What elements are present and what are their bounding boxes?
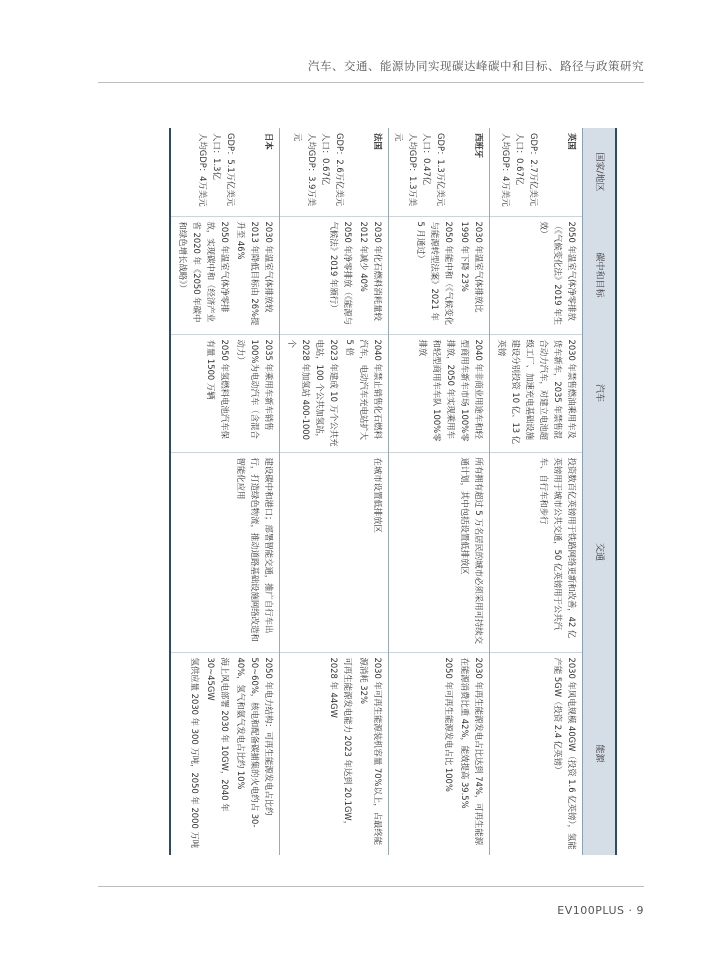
country-gdp-per-capita: 人均GDP：3.9万美元 (293, 133, 317, 207)
energy-cell (389, 652, 490, 855)
energy-cell (280, 652, 389, 855)
auto-cell (490, 334, 583, 452)
goal-cell (389, 216, 490, 334)
table-container (148, 128, 617, 855)
country-cell (389, 128, 490, 216)
country-gdp-per-capita: 人均GDP：4万美元 (198, 133, 208, 207)
country-cell (170, 128, 280, 216)
energy-text: 可再生能源发电能力 2023 年达到 20.1GW，2028 年 44GW (329, 657, 353, 830)
goal-text: 2030 年温室气体排放较 2013 年降低目标由 26%提升至 46% (236, 221, 274, 326)
transport-cell (170, 452, 280, 652)
auto-text: 2030 年禁售燃油乘用车及货车新车，2035 年禁售混合动力汽车，对建立电池超级工厂、加速充电基础设施建设分别投资 10 亿、13 亿英镑 (497, 339, 577, 445)
goal-text: 2050 年温室气体净零排放（《气候变化法》2019 年生效） (539, 221, 577, 326)
goal-text: 2030 年温室气体排放比 1990 年下降 23% (460, 221, 484, 313)
transport-cell (490, 452, 583, 652)
goal-text: 2050 年能中和（《气候变化与能源转型法案》2021 年 5 月通过） (416, 221, 454, 326)
report-title: 汽车、交通、能源协同实现碳达峰碳中和目标、路径与政策研究 (308, 59, 644, 73)
transport-cell (280, 452, 389, 652)
table-header-row (583, 128, 617, 855)
goal-text: 2030 年化石燃料消耗量较 2012 年减少 40% (359, 221, 383, 321)
goal-cell (170, 216, 280, 334)
country-gdp-per-capita: 人均GDP：4万美元 (501, 133, 511, 207)
country-gdp: GDP：5.1万亿美元 (226, 133, 236, 207)
country-name: 英国 (567, 133, 577, 150)
country-cell (280, 128, 389, 216)
page-number: EV100PLUS · 9 (557, 904, 644, 917)
energy-cell (490, 652, 583, 855)
country-gdp: GDP：2.7万亿美元 (529, 133, 539, 207)
country-population: 人口：1.3亿 (212, 133, 222, 180)
goal-cell (280, 216, 389, 334)
col-header-auto: 汽车 (583, 334, 617, 452)
energy-text: 2030 年再生能源发电占比达到 74%，可再生能源在能源消费比重 42%，能效提高 39.5% (460, 657, 484, 846)
transport-text: 投资数百亿英镑用于铁路网络更新和改善，42 亿英镑用于城市公共交通，50 亿英镑用于公共汽车、自行车和步行 (539, 457, 577, 639)
auto-cell (170, 334, 280, 452)
country-gdp: GDP：2.6万亿美元 (335, 133, 345, 207)
country-name: 西班牙 (474, 133, 484, 159)
table-row (389, 128, 490, 855)
energy-text: 海上风电部署 2030 年 10GW，2040 年 30~45GW (206, 657, 230, 812)
auto-cell (280, 334, 389, 452)
col-header-goal: 碳中和目标 (583, 216, 617, 334)
auto-text: 2050 年氢燃料电池汽车保有量 1500 万辆 (206, 339, 230, 439)
energy-cell (170, 652, 280, 855)
energy-text: 2030 年可再生能源装机容量 70%以上，占最终能源消耗 32% (359, 657, 383, 846)
auto-text: 2040 年禁止销售化石燃料汽车，电动汽车充电站扩大 5 倍 (345, 339, 383, 440)
goal-cell (490, 216, 583, 334)
energy-text: 2050 年可再生能源发电占比 100% (444, 657, 454, 792)
auto-text: 2035 年乘用车新车销售 100%为电动汽车（含混合动力） (236, 339, 274, 439)
country-gdp: GDP：1.3万亿美元 (436, 133, 446, 207)
energy-text: 氢供应量 2030 年 300 万吨，2050 年 2000 万吨 (190, 657, 200, 849)
auto-cell (389, 334, 490, 452)
country-name: 日本 (264, 133, 274, 150)
col-header-energy: 能源 (583, 652, 617, 855)
col-header-transport: 交通 (583, 452, 617, 652)
country-population: 人口：0.67亿 (515, 133, 525, 186)
footer-divider (98, 886, 644, 887)
table-row (490, 128, 583, 855)
country-name: 法国 (373, 133, 383, 150)
transport-cell (389, 452, 490, 652)
transport-text: 在城市设置低排放区 (373, 457, 383, 533)
page-header (0, 52, 710, 80)
policy-table (169, 128, 617, 855)
goal-text: 2050 年净零排放（《能源与气候法》2019 年颁行） (329, 221, 353, 326)
country-population: 人口：0.67亿 (321, 133, 331, 186)
country-population: 人口：0.47亿 (422, 133, 432, 186)
energy-text: 2050 年电力结构：可再生能源发电占比约 50~60%，核电和配备碳捕集的火电约占 30-40%，氢气和氨气发电占比约 10% (236, 657, 274, 828)
table-row (170, 128, 280, 855)
header-divider (98, 82, 644, 83)
country-cell (490, 128, 583, 216)
rotated-table-area (148, 128, 617, 855)
col-header-country: 国家/地区 (583, 128, 617, 216)
country-gdp-per-capita: 人均GDP：1.3万美元 (394, 133, 418, 207)
goal-text: 2050 年温室气体净零排放，实现碳中和（经济产业省 2020 年《2050 年碳中和绿色增长战略》） (178, 221, 230, 323)
transport-text: 建设碳中和港口；部署智能交通，推广自行车出行，打造绿色物流，推动道路基础设施网络改造和智能化应用 (236, 457, 274, 642)
table-row (280, 128, 389, 855)
auto-text: 2040 年非商业用途车和轻型商用车新车市场 100%零排放，2050 年实现乘用车和轻型商用车车队 100%零排放 (418, 339, 484, 442)
energy-text: 2030 年风电规模 40GW（投资 1.6 亿英镑），氢能产能 5GW（投资 2.4 亿英镑） (553, 657, 577, 850)
auto-text: 2023 年建成 10 万个公共充电站，100 个公共加氢站，2028 年加氢站 400-1000 个 (287, 339, 339, 447)
transport-text: 所有拥有超过 5 万名居民的城市必须采用可持续交通计划，其中包括设置低排放区 (460, 457, 484, 645)
